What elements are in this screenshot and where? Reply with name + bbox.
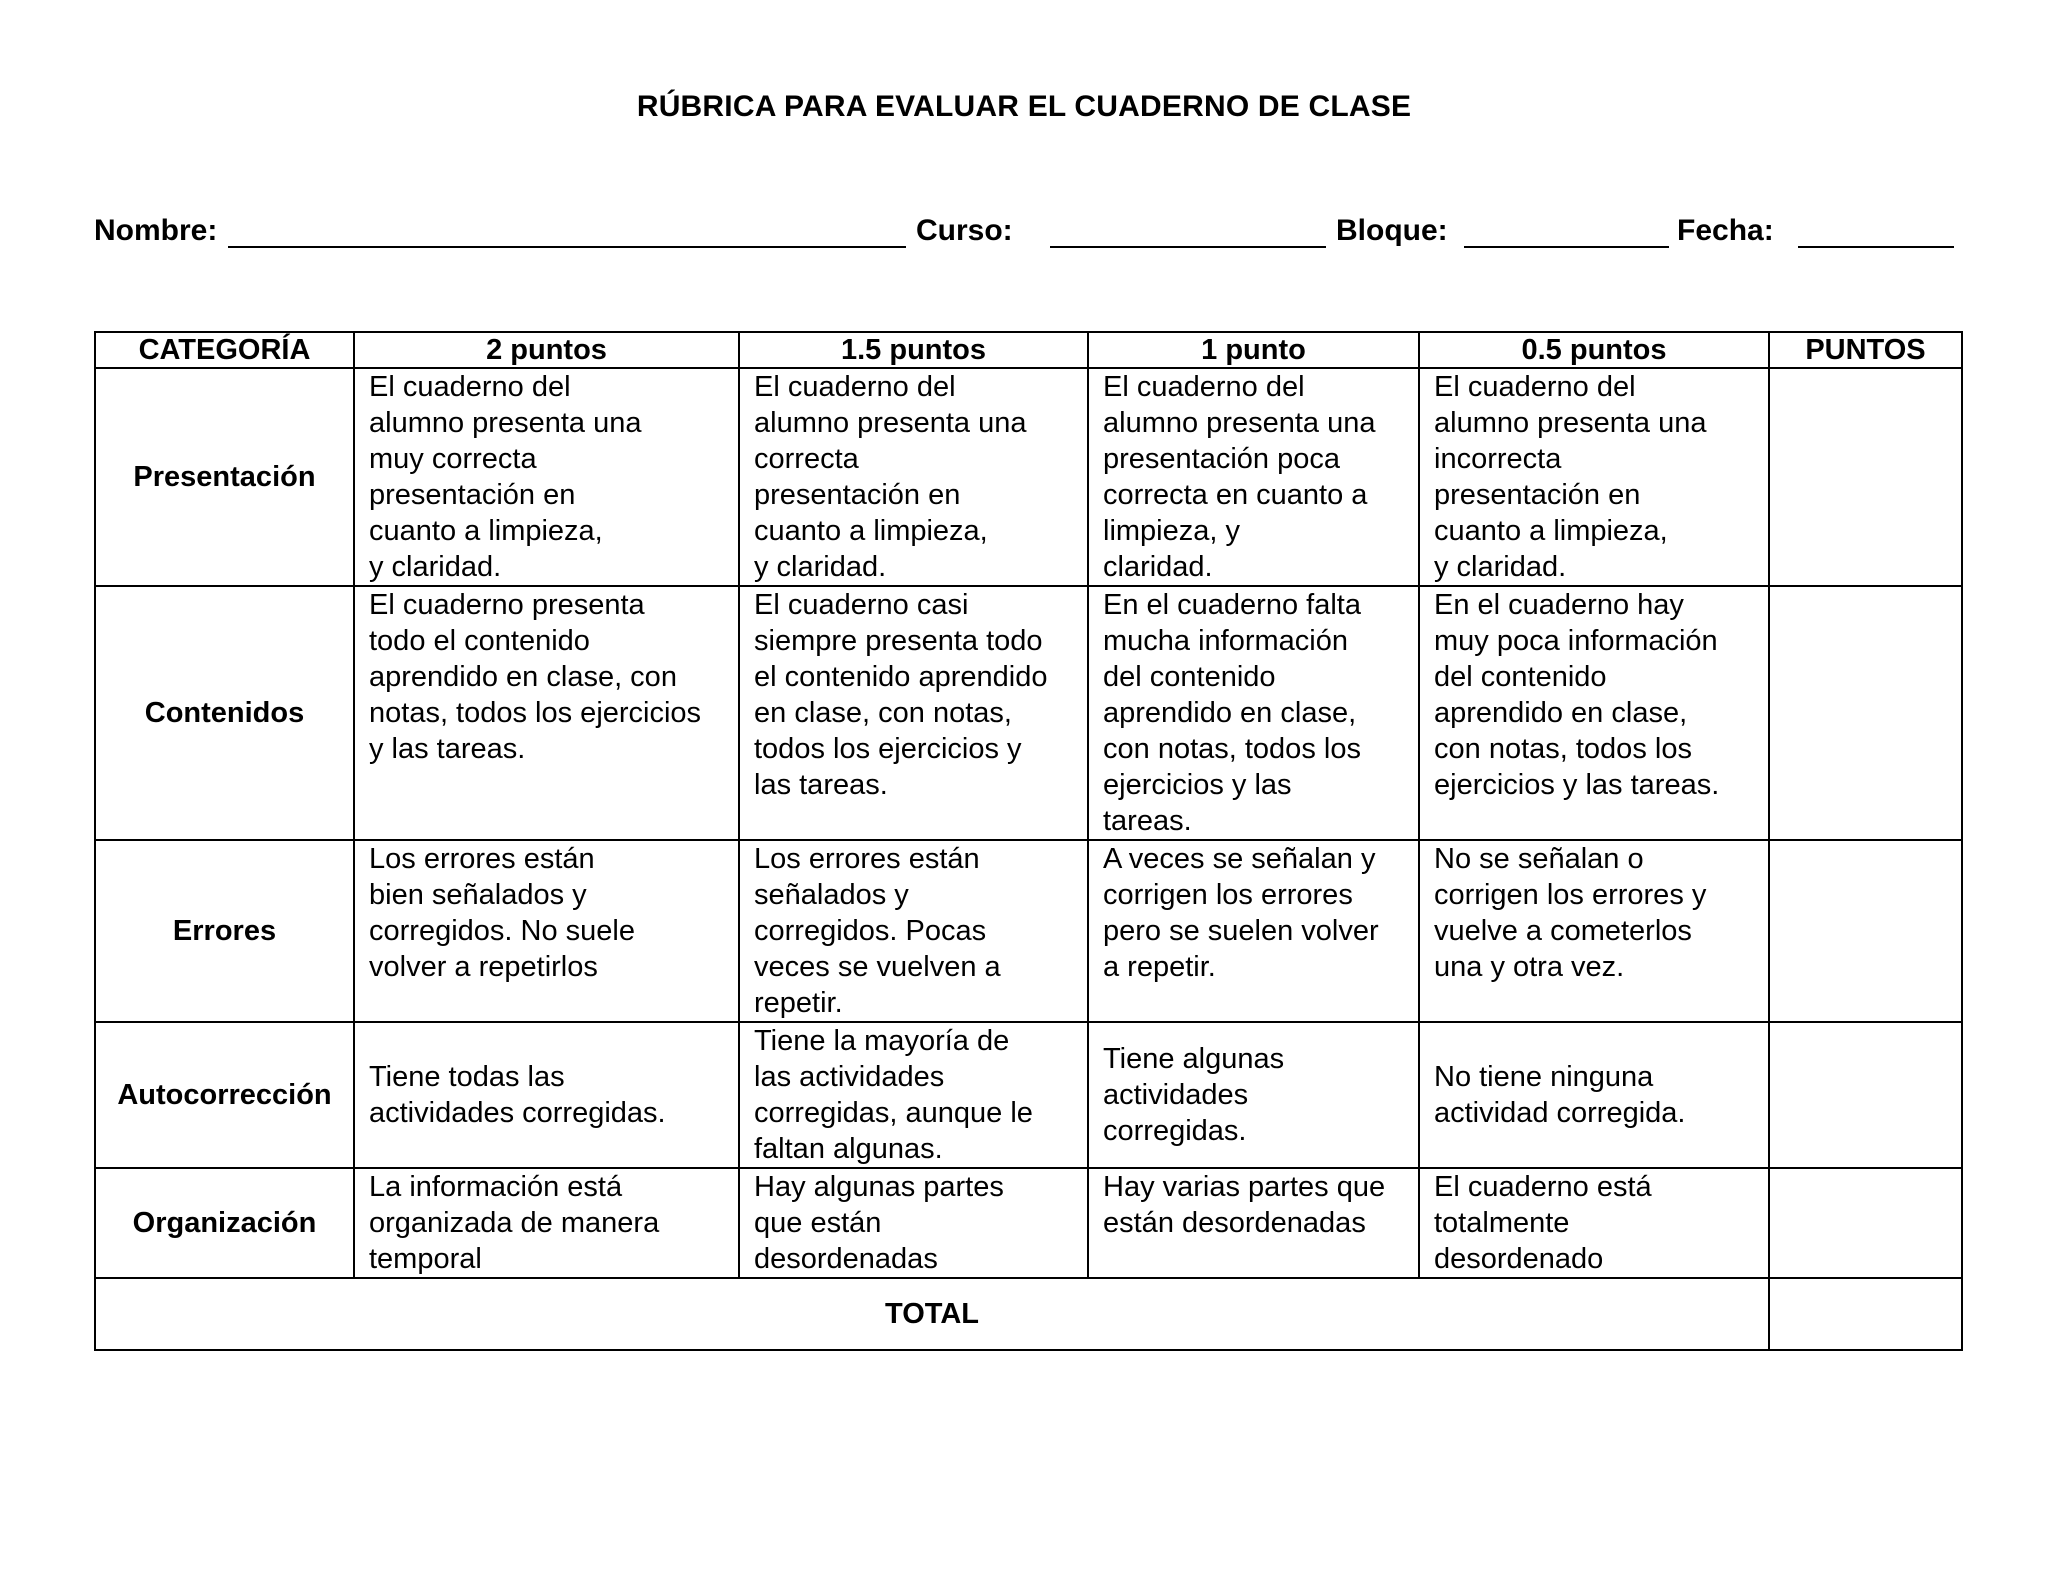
points-cell[interactable] (1769, 1168, 1962, 1278)
category-cell: Presentación (95, 368, 354, 586)
header-puntos: PUNTOS (1769, 332, 1962, 368)
descriptor-cell: Hay algunas partes que están desordenadas (739, 1168, 1088, 1278)
header-0-5-puntos: 0.5 puntos (1419, 332, 1769, 368)
descriptor-cell: A veces se señalan y corrigen los errores pero se suelen volver a repetir. (1088, 840, 1419, 1022)
total-row (95, 1278, 1962, 1350)
table-row (95, 368, 1962, 586)
header-1-5-puntos: 1.5 puntos (739, 332, 1088, 368)
descriptor-cell: Los errores están señalados y corregidos. Pocas veces se vuelven a repetir. (739, 840, 1088, 1022)
fecha-field[interactable] (1798, 246, 1954, 248)
total-points-cell[interactable] (1769, 1278, 1962, 1350)
points-cell[interactable] (1769, 1022, 1962, 1168)
descriptor-cell: El cuaderno del alumno presenta una incorrecta presentación en cuanto a limpieza, y claridad. (1419, 368, 1769, 586)
curso-label: Curso: (916, 214, 1013, 247)
table-row (95, 840, 1962, 1022)
fecha-label: Fecha: (1677, 214, 1774, 247)
header-row (95, 332, 1962, 368)
descriptor-cell: La información está organizada de manera temporal (354, 1168, 739, 1278)
page-title: RÚBRICA PARA EVALUAR EL CUADERNO DE CLASE (636, 90, 1412, 123)
descriptor-cell: El cuaderno del alumno presenta una correcta presentación en cuanto a limpieza, y claridad. (739, 368, 1088, 586)
descriptor-cell: Tiene todas las actividades corregidas. (354, 1022, 739, 1168)
descriptor-cell: El cuaderno del alumno presenta una muy correcta presentación en cuanto a limpieza, y claridad. (354, 368, 739, 586)
table-row (95, 1168, 1962, 1278)
header-2-puntos: 2 puntos (354, 332, 739, 368)
descriptor-cell: El cuaderno presenta todo el contenido aprendido en clase, con notas, todos los ejercicios y las tareas. (354, 586, 739, 840)
descriptor-cell: El cuaderno del alumno presenta una presentación poca correcta en cuanto a limpieza, y claridad. (1088, 368, 1419, 586)
nombre-field[interactable] (228, 246, 906, 248)
category-cell: Errores (95, 840, 354, 1022)
rubric-table (94, 331, 1963, 1351)
total-label: TOTAL (95, 1278, 1769, 1350)
descriptor-cell: El cuaderno casi siempre presenta todo el contenido aprendido en clase, con notas, todos los ejercicios y las tareas. (739, 586, 1088, 840)
descriptor-cell: Los errores están bien señalados y corregidos. No suele volver a repetirlos (354, 840, 739, 1022)
points-cell[interactable] (1769, 368, 1962, 586)
header-categoria: CATEGORÍA (95, 332, 354, 368)
category-cell: Autocorrección (95, 1022, 354, 1168)
descriptor-cell: No tiene ninguna actividad corregida. (1419, 1022, 1769, 1168)
descriptor-cell: Hay varias partes que están desordenadas (1088, 1168, 1419, 1278)
table-row (95, 1022, 1962, 1168)
nombre-label: Nombre: (94, 214, 218, 247)
points-cell[interactable] (1769, 840, 1962, 1022)
points-cell[interactable] (1769, 586, 1962, 840)
descriptor-cell: No se señalan o corrigen los errores y vuelve a cometerlos una y otra vez. (1419, 840, 1769, 1022)
descriptor-cell: En el cuaderno falta mucha información del contenido aprendido en clase, con notas, todos los ejercicios y las tareas. (1088, 586, 1419, 840)
bloque-label: Bloque: (1336, 214, 1448, 247)
descriptor-cell: El cuaderno está totalmente desordenado (1419, 1168, 1769, 1278)
header-1-punto: 1 punto (1088, 332, 1419, 368)
bloque-field[interactable] (1464, 246, 1669, 248)
descriptor-cell: Tiene la mayoría de las actividades corregidas, aunque le faltan algunas. (739, 1022, 1088, 1168)
category-cell: Contenidos (95, 586, 354, 840)
curso-field[interactable] (1050, 246, 1326, 248)
category-cell: Organización (95, 1168, 354, 1278)
descriptor-cell: Tiene algunas actividades corregidas. (1088, 1022, 1419, 1168)
table-row (95, 586, 1962, 840)
descriptor-cell: En el cuaderno hay muy poca información del contenido aprendido en clase, con notas, todos los ejercicios y las tareas. (1419, 586, 1769, 840)
